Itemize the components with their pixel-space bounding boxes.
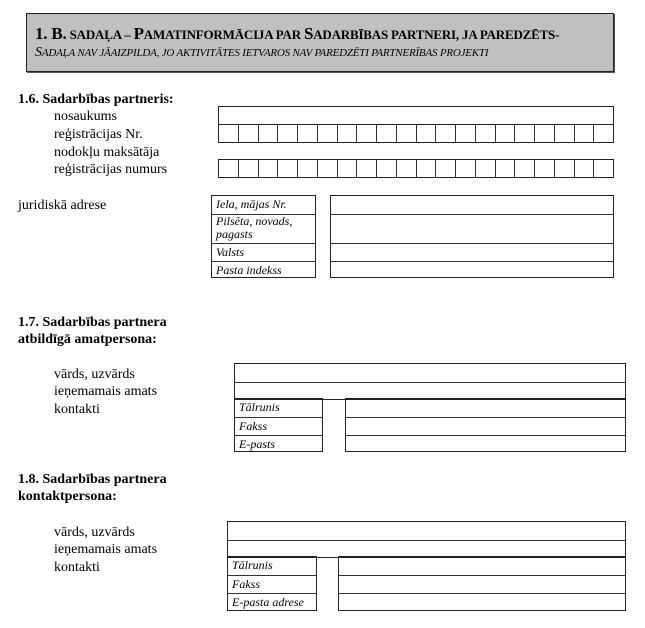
label-name: nosaukums	[54, 109, 117, 124]
address-label-city: Pilsēta, novads, pagasts	[212, 214, 315, 243]
label-tax-line2: reģistrācijas numurs	[54, 162, 168, 177]
address-label-country: Valsts	[212, 243, 315, 261]
address-label-table	[211, 195, 316, 278]
heading-1-6: 1.6. Sadarbības partneris:	[18, 92, 174, 107]
official-phone-input[interactable]	[346, 399, 625, 417]
address-input-table	[330, 195, 614, 278]
official-fax-input[interactable]	[346, 417, 625, 435]
label-legal-address: juridiskā adrese	[18, 198, 107, 213]
official-email-input[interactable]	[346, 435, 625, 451]
section-subtitle: SADAĻA NAV JĀAIZPILDA, JO AKTIVITĀTES IETVAROS NAV PAREDZĒTI PARTNERĪBAS PROJEKTI	[35, 45, 489, 60]
label-contact-position: ieņemamais amats	[54, 542, 158, 557]
contact-contact-label-table	[227, 556, 317, 611]
address-label-street: Iela, mājas Nr.	[216, 197, 287, 211]
official-name-position-table	[234, 363, 626, 400]
contact-label-email: E-pasta adrese	[228, 593, 316, 610]
section-title: 1. B. SADAĻA – PAMATINFORMĀCIJA PAR SADARBĪBAS PARTNERI, JA PAREDZĒTS-	[35, 24, 560, 43]
tax-no-cells[interactable]	[218, 159, 614, 178]
contact-label-phone: Tālrunis	[232, 558, 273, 572]
official-contact-input-table	[345, 398, 626, 452]
label-tax-line1: nodokļu maksātāja	[54, 145, 160, 160]
reg-no-cells[interactable]	[218, 124, 614, 143]
address-country-input[interactable]	[331, 243, 613, 261]
official-contact-label-table	[234, 398, 323, 452]
official-label-email: E-pasts	[235, 435, 322, 451]
official-label-fax: Fakss	[235, 417, 322, 435]
contact-name-input[interactable]	[228, 522, 625, 540]
contact-name-position-table	[227, 521, 626, 558]
contact-label-fax: Fakss	[228, 575, 316, 593]
address-city-input[interactable]	[331, 214, 613, 243]
address-postcode-input[interactable]	[331, 261, 613, 277]
label-contact-contacts: kontakti	[54, 560, 100, 575]
heading-1-8-line1: 1.8. Sadarbības partnera	[18, 472, 167, 487]
partner-name-input[interactable]	[218, 106, 614, 125]
contact-position-input[interactable]	[228, 540, 625, 557]
label-contact-name: vārds, uzvārds	[54, 525, 135, 540]
address-label-postcode: Pasta indekss	[212, 261, 315, 277]
label-reg-no: reģistrācijas Nr.	[54, 127, 143, 142]
contact-contact-input-table	[338, 556, 626, 611]
label-official-contacts: kontakti	[54, 402, 100, 417]
contact-email-input[interactable]	[339, 593, 625, 610]
heading-1-7-line2: atbildīgā amatpersona:	[18, 332, 157, 347]
heading-1-8-line2: kontaktpersona:	[18, 489, 117, 504]
official-label-phone: Tālrunis	[239, 400, 280, 414]
contact-fax-input[interactable]	[339, 575, 625, 593]
official-name-input[interactable]	[235, 364, 625, 382]
address-street-input[interactable]	[331, 196, 613, 214]
label-official-position: ieņemamais amats	[54, 384, 158, 399]
heading-1-7-line1: 1.7. Sadarbības partnera	[18, 315, 167, 330]
contact-phone-input[interactable]	[339, 557, 625, 575]
section-header-box	[26, 13, 614, 72]
label-official-name: vārds, uzvārds	[54, 367, 135, 382]
official-position-input[interactable]	[235, 382, 625, 399]
